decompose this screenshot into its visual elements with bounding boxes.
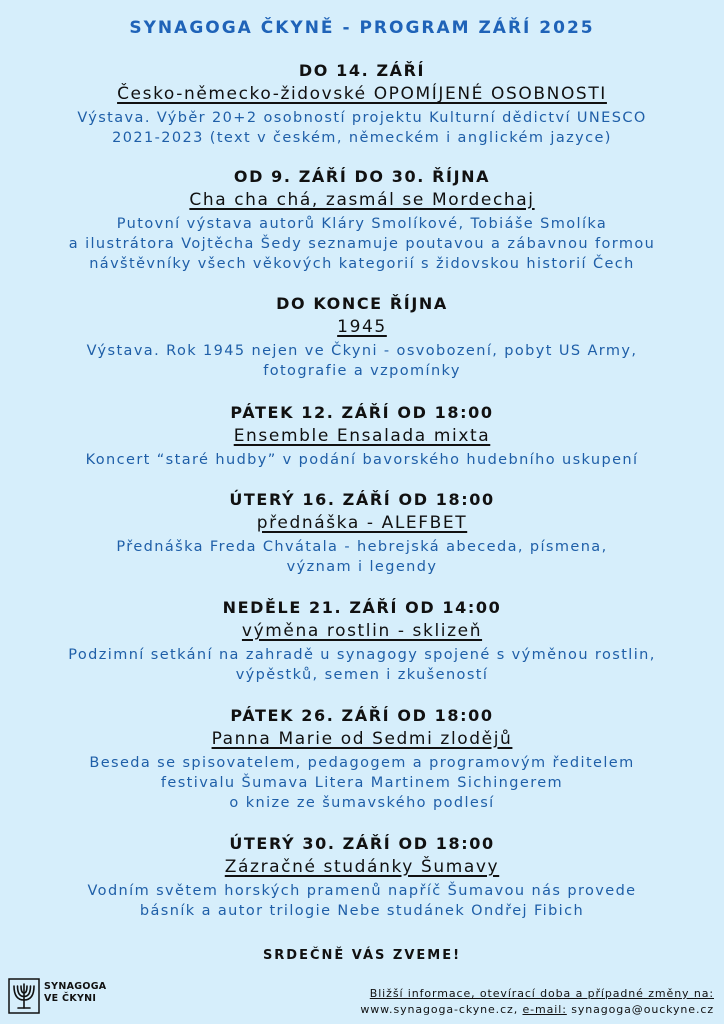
poster-title: SYNAGOGA ČKYNĚ - PROGRAM ZÁŘÍ 2025 — [129, 18, 595, 38]
event-description: Koncert “staré hudby” v podání bavorského hudebního uskupení — [85, 452, 639, 468]
event-description: Přednáška Freda Chvátala - hebrejská abeceda, písmena, význam i legendy — [116, 539, 608, 575]
event-title: Zázračné studánky Šumavy — [224, 857, 500, 877]
event-date: NEDĚLE 21. ZÁŘÍ OD 14:00 — [222, 598, 502, 617]
event-description: Putovní výstava autorů Kláry Smolíkové, Tobiáše Smolíka a ilustrátora Vojtěcha Šedy seznamuje poutavou a zábavnou formou návštěvníky všech věkových kategorií s židovskou historií Čech — [68, 216, 656, 272]
email-link[interactable]: synagoga@ouckyne.cz — [566, 1003, 714, 1016]
closing-invitation: SRDEČNĚ VÁS ZVEME! — [262, 948, 462, 963]
event-date: ÚTERÝ 16. ZÁŘÍ OD 18:00 — [229, 490, 495, 509]
event-3 — [0, 402, 724, 470]
event-title: Cha cha chá, zasmál se Mordechaj — [189, 190, 535, 210]
footer-contact: Bližší informace, otevírací doba a případné změny na: www.synagoga-ckyne.cz, e-mail: synagoga@ouckyne.cz — [360, 987, 714, 1016]
event-7 — [0, 833, 724, 921]
event-title: Česko-německo-židovské OPOMÍJENÉ OSOBNOSTI — [117, 84, 607, 104]
event-title: výměna rostlin - sklizeň — [241, 621, 483, 641]
event-date: ÚTERÝ 30. ZÁŘÍ OD 18:00 — [229, 834, 495, 853]
event-date: DO 14. ZÁŘÍ — [298, 61, 426, 80]
event-date: OD 9. ZÁŘÍ DO 30. ŘÍJNA — [233, 167, 491, 186]
event-description: Beseda se spisovatelem, pedagogem a programovým ředitelem festivalu Šumava Litera Martinem Sichingerem o knize ze šumavského podlesí — [89, 755, 635, 811]
event-description: Vodním světem horských pramenů napříč Šumavou nás provede básník a autor trilogie Nebe studánek Ondřej Fibich — [87, 883, 637, 919]
event-2 — [0, 293, 724, 381]
event-date: PÁTEK 12. ZÁŘÍ OD 18:00 — [230, 403, 494, 422]
event-title: přednáška - ALEFBET — [256, 513, 468, 533]
event-date: DO KONCE ŘÍJNA — [276, 294, 448, 313]
logo-line-2: VE ČKYNI — [44, 993, 97, 1004]
event-1 — [0, 166, 724, 274]
event-0 — [0, 60, 724, 148]
logo-line-1: SYNAGOGA — [44, 981, 107, 992]
event-date: PÁTEK 26. ZÁŘÍ OD 18:00 — [230, 706, 494, 725]
footer-info: Bližší informace, otevírací doba a případné změny na: — [369, 987, 714, 1000]
synagogue-logo — [8, 978, 108, 1018]
event-title: 1945 — [337, 317, 387, 337]
event-title: Ensemble Ensalada mixta — [233, 426, 491, 446]
menorah-icon — [8, 978, 40, 1014]
event-4 — [0, 489, 724, 577]
event-6 — [0, 705, 724, 813]
event-description: Výstava. Rok 1945 nejen ve Čkyni - osvobození, pobyt US Army, fotografie a vzpomínky — [86, 343, 638, 379]
event-description: Podzimní setkání na zahradě u synagogy spojené s výměnou rostlin, výpěstků, semen i zkušeností — [68, 647, 656, 683]
event-title: Panna Marie od Sedmi zlodějů — [211, 729, 513, 749]
event-5 — [0, 597, 724, 685]
event-description: Výstava. Výběr 20+2 osobností projektu Kulturní dědictví UNESCO 2021-2023 (text v českém, německém i anglickém jazyce) — [77, 110, 647, 146]
email-label: e-mail: — [522, 1003, 567, 1016]
website-link[interactable]: www.synagoga-ckyne.cz — [360, 1003, 514, 1016]
